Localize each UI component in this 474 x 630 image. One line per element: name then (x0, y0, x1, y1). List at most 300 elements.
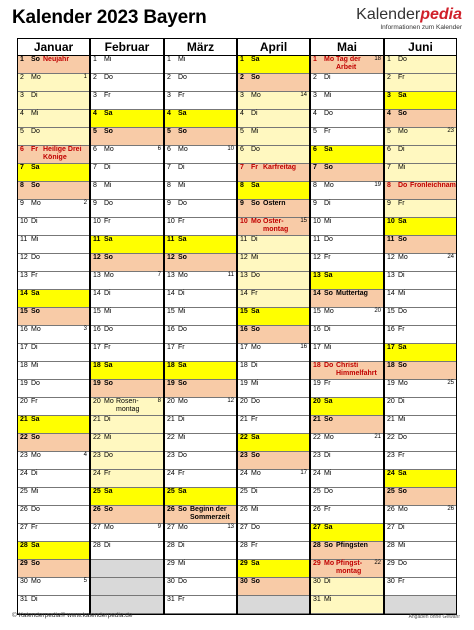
day-cell[interactable] (18, 236, 89, 254)
week-number: 16 (300, 344, 307, 350)
day-cell[interactable] (91, 434, 163, 452)
weekday: Di (324, 578, 331, 585)
day-cell[interactable] (91, 506, 163, 524)
weekday: Di (31, 92, 38, 99)
day-cell[interactable] (385, 200, 456, 218)
day-cell[interactable] (311, 128, 383, 146)
day-cell[interactable] (238, 470, 309, 488)
day-number: 19 (167, 380, 175, 387)
day-cell[interactable] (18, 164, 89, 182)
day-cell[interactable] (238, 362, 309, 380)
day-number: 28 (313, 542, 321, 549)
weekday: Mo (178, 524, 188, 531)
weekday: Do (104, 74, 113, 81)
day-cell[interactable] (165, 272, 236, 290)
weekday: Di (31, 596, 38, 603)
day-cell[interactable] (18, 290, 89, 308)
day-number: 15 (93, 308, 101, 315)
day-number: 22 (93, 434, 101, 441)
week-number: 19 (374, 182, 381, 188)
day-cell[interactable] (91, 218, 163, 236)
day-cell[interactable] (91, 272, 163, 290)
day-number: 14 (93, 290, 101, 297)
day-number: 13 (387, 272, 395, 279)
day-cell[interactable] (91, 290, 163, 308)
day-cell[interactable] (91, 326, 163, 344)
day-cell[interactable] (385, 146, 456, 164)
day-cell[interactable] (91, 236, 163, 254)
day-cell[interactable] (385, 92, 456, 110)
day-cell[interactable] (91, 128, 163, 146)
day-cell[interactable] (385, 524, 456, 542)
day-cell[interactable] (311, 182, 383, 200)
week-number: 6 (157, 146, 161, 152)
day-cell[interactable] (18, 416, 89, 434)
day-cell[interactable] (311, 524, 383, 542)
day-cell[interactable] (165, 254, 236, 272)
day-cell[interactable] (238, 182, 309, 200)
weekday: Mi (251, 128, 259, 135)
day-cell[interactable] (238, 74, 309, 92)
day-cell[interactable] (91, 74, 163, 92)
week-number: 8 (157, 398, 161, 404)
day-cell[interactable] (165, 92, 236, 110)
day-cell[interactable] (165, 470, 236, 488)
day-cell[interactable] (311, 434, 383, 452)
day-cell[interactable] (385, 182, 456, 200)
day-number: 4 (167, 110, 171, 117)
day-cell[interactable] (238, 380, 309, 398)
day-cell[interactable] (385, 218, 456, 236)
day-number: 16 (167, 326, 175, 333)
weekday: Mi (398, 164, 406, 171)
day-cell[interactable] (311, 146, 383, 164)
day-cell[interactable] (91, 380, 163, 398)
day-cell[interactable] (238, 416, 309, 434)
page-title: Kalender 2023 Bayern (12, 7, 207, 28)
day-cell[interactable] (91, 524, 163, 542)
month-column (17, 55, 90, 615)
day-cell[interactable] (91, 200, 163, 218)
day-cell[interactable] (311, 110, 383, 128)
day-number: 28 (20, 542, 28, 549)
day-cell[interactable] (311, 452, 383, 470)
day-cell[interactable] (165, 164, 236, 182)
day-cell[interactable] (238, 308, 309, 326)
day-cell[interactable] (91, 470, 163, 488)
week-number: 14 (300, 92, 307, 98)
day-cell[interactable] (18, 488, 89, 506)
week-number: 12 (227, 398, 234, 404)
holiday-label: Christi Himmelfahrt (336, 362, 377, 377)
day-cell[interactable] (385, 434, 456, 452)
day-cell[interactable] (238, 542, 309, 560)
day-number: 1 (313, 56, 317, 63)
day-cell[interactable] (165, 218, 236, 236)
day-cell[interactable] (238, 236, 309, 254)
day-cell[interactable] (91, 362, 163, 380)
month-header: Juni (384, 38, 457, 55)
day-number: 24 (240, 470, 248, 477)
day-cell[interactable] (385, 542, 456, 560)
weekday: Di (178, 164, 185, 171)
day-cell[interactable] (311, 506, 383, 524)
day-cell[interactable] (18, 272, 89, 290)
day-cell[interactable] (311, 218, 383, 236)
day-cell[interactable] (311, 488, 383, 506)
day-number: 2 (167, 74, 171, 81)
weekday: Do (398, 56, 407, 63)
day-cell[interactable] (311, 92, 383, 110)
footer-copyright[interactable]: © Kalenderpedia® www.kalenderpedia.de (12, 612, 133, 619)
day-cell[interactable] (311, 308, 383, 326)
day-cell[interactable] (91, 110, 163, 128)
day-number: 4 (20, 110, 24, 117)
day-cell[interactable] (238, 290, 309, 308)
day-number: 18 (93, 362, 101, 369)
day-number: 22 (313, 434, 321, 441)
day-cell[interactable] (165, 290, 236, 308)
day-cell[interactable] (311, 398, 383, 416)
day-number: 11 (387, 236, 395, 243)
day-cell[interactable] (385, 56, 456, 74)
day-cell[interactable] (311, 578, 383, 596)
day-cell[interactable] (238, 272, 309, 290)
day-cell[interactable] (165, 542, 236, 560)
day-number: 17 (240, 344, 248, 351)
day-cell[interactable] (238, 524, 309, 542)
weekday: Di (251, 110, 258, 117)
day-cell[interactable] (311, 164, 383, 182)
day-cell[interactable] (385, 506, 456, 524)
day-cell[interactable] (165, 182, 236, 200)
weekday: Do (324, 362, 334, 369)
day-cell[interactable] (165, 74, 236, 92)
day-number: 26 (93, 506, 101, 513)
day-number: 6 (240, 146, 244, 153)
day-cell[interactable] (311, 56, 383, 74)
day-cell[interactable] (311, 560, 383, 578)
holiday-label: Heilige Drei Könige (43, 146, 82, 161)
day-number: 24 (93, 470, 101, 477)
day-cell[interactable] (238, 128, 309, 146)
weekday: So (31, 560, 40, 567)
day-cell[interactable] (238, 344, 309, 362)
day-cell[interactable] (238, 578, 309, 596)
day-number: 10 (387, 218, 395, 225)
day-cell[interactable] (165, 524, 236, 542)
day-cell[interactable] (91, 56, 163, 74)
weekday: Mo (324, 560, 335, 567)
weekday: Mo (398, 128, 408, 135)
week-number: 1 (83, 74, 87, 80)
day-cell[interactable] (165, 56, 236, 74)
day-cell[interactable] (165, 416, 236, 434)
weekday: Di (324, 452, 331, 459)
day-cell[interactable] (165, 560, 236, 578)
weekday: Do (324, 488, 333, 495)
weekday: Fr (324, 128, 331, 135)
day-number: 18 (240, 362, 248, 369)
day-number: 24 (387, 470, 395, 477)
weekday: Fr (398, 578, 405, 585)
day-cell[interactable] (18, 470, 89, 488)
day-cell[interactable] (165, 200, 236, 218)
day-cell[interactable] (165, 308, 236, 326)
day-cell[interactable] (18, 560, 89, 578)
day-cell[interactable] (18, 398, 89, 416)
day-cell[interactable] (385, 128, 456, 146)
day-cell[interactable] (165, 398, 236, 416)
day-cell[interactable] (385, 326, 456, 344)
day-cell[interactable] (18, 506, 89, 524)
day-number: 11 (313, 236, 321, 243)
day-cell[interactable] (311, 596, 383, 614)
day-number: 23 (313, 452, 321, 459)
weekday: So (104, 128, 113, 135)
day-cell[interactable] (165, 380, 236, 398)
day-cell[interactable] (91, 146, 163, 164)
day-cell[interactable] (91, 416, 163, 434)
day-number: 11 (240, 236, 248, 243)
day-cell[interactable] (91, 164, 163, 182)
day-cell[interactable] (385, 290, 456, 308)
day-cell[interactable] (91, 92, 163, 110)
day-cell[interactable] (311, 74, 383, 92)
day-cell[interactable] (18, 110, 89, 128)
weekday: Do (178, 326, 187, 333)
day-number: 13 (313, 272, 321, 279)
weekday: Mi (178, 560, 186, 567)
holiday-label: Neujahr (43, 56, 70, 63)
day-number: 13 (93, 272, 101, 279)
weekday: Sa (398, 470, 407, 477)
day-cell[interactable] (91, 344, 163, 362)
day-cell[interactable] (165, 344, 236, 362)
day-cell[interactable] (385, 416, 456, 434)
day-cell[interactable] (238, 164, 309, 182)
day-cell[interactable] (385, 362, 456, 380)
weekday: Fr (31, 146, 38, 153)
day-number: 17 (387, 344, 395, 351)
day-number: 8 (313, 182, 317, 189)
day-cell[interactable] (238, 146, 309, 164)
weekday: Di (178, 542, 185, 549)
day-cell[interactable] (238, 488, 309, 506)
day-number: 6 (387, 146, 391, 153)
day-cell[interactable] (18, 74, 89, 92)
day-cell[interactable] (91, 308, 163, 326)
weekday: So (398, 488, 407, 495)
day-cell[interactable] (165, 578, 236, 596)
weekday: Sa (398, 218, 407, 225)
day-cell[interactable] (311, 344, 383, 362)
weekday: So (324, 164, 333, 171)
day-cell[interactable] (18, 326, 89, 344)
day-number: 22 (20, 434, 28, 441)
day-cell[interactable] (18, 56, 89, 74)
day-cell[interactable] (165, 434, 236, 452)
day-cell[interactable] (385, 254, 456, 272)
day-cell[interactable] (18, 452, 89, 470)
day-cell[interactable] (238, 398, 309, 416)
weekday: So (251, 326, 260, 333)
day-cell[interactable] (18, 92, 89, 110)
day-cell[interactable] (238, 506, 309, 524)
day-number: 24 (313, 470, 321, 477)
weekday: So (31, 434, 40, 441)
day-cell[interactable] (311, 236, 383, 254)
day-cell[interactable] (311, 254, 383, 272)
day-number: 21 (167, 416, 175, 423)
day-number: 15 (387, 308, 395, 315)
day-number: 7 (240, 164, 244, 171)
day-cell[interactable] (238, 560, 309, 578)
day-cell[interactable] (385, 236, 456, 254)
day-cell[interactable] (165, 236, 236, 254)
day-cell[interactable] (165, 146, 236, 164)
day-cell[interactable] (238, 218, 309, 236)
day-cell[interactable] (18, 380, 89, 398)
weekday: Sa (104, 488, 113, 495)
day-cell[interactable] (18, 362, 89, 380)
day-cell[interactable] (311, 416, 383, 434)
weekday: So (324, 542, 333, 549)
day-cell[interactable] (385, 578, 456, 596)
weekday: Mi (31, 236, 39, 243)
day-cell[interactable] (238, 92, 309, 110)
day-cell[interactable] (238, 326, 309, 344)
weekday: So (178, 254, 187, 261)
day-cell[interactable] (238, 452, 309, 470)
day-cell[interactable] (91, 182, 163, 200)
day-cell[interactable] (165, 110, 236, 128)
weekday: Di (324, 74, 331, 81)
day-cell[interactable] (165, 128, 236, 146)
weekday: Di (104, 164, 111, 171)
day-cell[interactable] (385, 452, 456, 470)
day-cell[interactable] (238, 56, 309, 74)
day-number: 15 (240, 308, 248, 315)
day-cell[interactable] (385, 74, 456, 92)
day-cell[interactable] (385, 272, 456, 290)
day-cell[interactable] (18, 308, 89, 326)
day-cell[interactable] (238, 254, 309, 272)
day-cell[interactable] (385, 344, 456, 362)
week-number: 24 (447, 254, 454, 260)
day-number: 10 (93, 218, 101, 225)
day-cell[interactable] (311, 290, 383, 308)
weekday: Di (178, 290, 185, 297)
day-cell[interactable] (385, 488, 456, 506)
day-cell[interactable] (385, 308, 456, 326)
weekday: Mi (31, 362, 39, 369)
day-cell[interactable] (91, 488, 163, 506)
day-number: 22 (167, 434, 175, 441)
day-cell[interactable] (18, 182, 89, 200)
day-cell[interactable] (311, 470, 383, 488)
day-number: 17 (20, 344, 28, 351)
day-number: 11 (167, 236, 175, 243)
weekday: Fr (251, 416, 258, 423)
day-number: 18 (167, 362, 175, 369)
weekday: Mi (178, 182, 186, 189)
day-cell[interactable] (385, 110, 456, 128)
day-cell[interactable] (18, 200, 89, 218)
weekday: Fr (104, 344, 111, 351)
day-cell[interactable] (238, 110, 309, 128)
day-cell[interactable] (165, 488, 236, 506)
day-cell[interactable] (91, 398, 163, 416)
day-cell[interactable] (18, 146, 89, 164)
day-cell[interactable] (18, 578, 89, 596)
day-cell[interactable] (18, 434, 89, 452)
day-cell[interactable] (238, 434, 309, 452)
day-cell[interactable] (18, 542, 89, 560)
day-cell[interactable] (385, 470, 456, 488)
day-cell[interactable] (18, 344, 89, 362)
weekday: Mo (178, 398, 188, 405)
day-cell[interactable] (385, 164, 456, 182)
day-number: 8 (93, 182, 97, 189)
day-number: 30 (313, 578, 321, 585)
day-number: 3 (313, 92, 317, 99)
weekday: Di (31, 344, 38, 351)
day-number: 2 (313, 74, 317, 81)
day-number: 14 (313, 290, 321, 297)
day-cell[interactable] (165, 506, 236, 524)
day-cell[interactable] (18, 128, 89, 146)
day-cell[interactable] (385, 398, 456, 416)
day-number: 23 (20, 452, 28, 459)
day-cell[interactable] (18, 524, 89, 542)
weekday: Fr (398, 200, 405, 207)
day-cell[interactable] (18, 218, 89, 236)
day-cell[interactable] (165, 326, 236, 344)
day-cell[interactable] (311, 272, 383, 290)
day-cell[interactable] (165, 452, 236, 470)
day-cell[interactable] (91, 452, 163, 470)
weekday: Di (324, 200, 331, 207)
day-cell[interactable] (311, 200, 383, 218)
month-header: März (164, 38, 237, 55)
day-cell[interactable] (385, 380, 456, 398)
weekday: Di (251, 362, 258, 369)
day-number: 3 (93, 92, 97, 99)
day-number: 20 (167, 398, 175, 405)
day-cell[interactable] (91, 542, 163, 560)
day-cell[interactable] (311, 362, 383, 380)
day-number: 12 (240, 254, 248, 261)
day-number: 21 (387, 416, 395, 423)
day-cell[interactable] (18, 254, 89, 272)
day-number: 5 (387, 128, 391, 135)
day-cell[interactable] (311, 326, 383, 344)
day-cell[interactable] (311, 380, 383, 398)
day-cell[interactable] (385, 560, 456, 578)
weekday: Mi (324, 92, 332, 99)
day-cell[interactable] (238, 200, 309, 218)
day-number: 27 (20, 524, 28, 531)
weekday: Mo (104, 524, 114, 531)
day-cell[interactable] (91, 254, 163, 272)
day-cell[interactable] (311, 542, 383, 560)
weekday: Fr (178, 92, 185, 99)
brand-logo[interactable] (356, 6, 462, 31)
day-number: 2 (20, 74, 24, 81)
day-cell[interactable] (165, 362, 236, 380)
day-cell[interactable] (165, 596, 236, 614)
